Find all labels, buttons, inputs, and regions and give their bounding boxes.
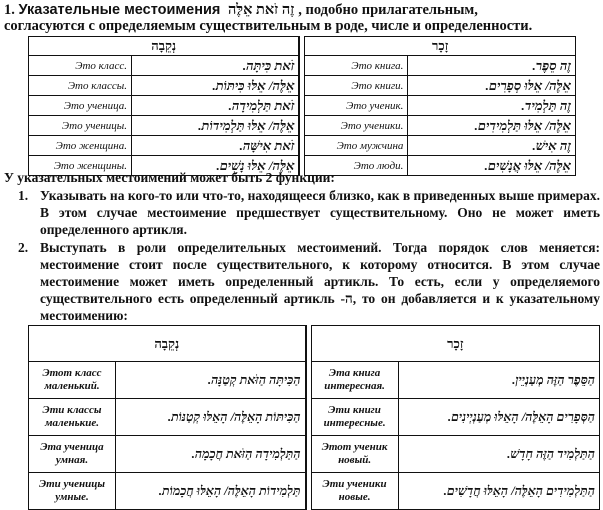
feminine-hebrew-cell: זֹאת תַּלְמִידָה.: [132, 96, 300, 116]
table-row: [29, 362, 600, 399]
masculine-hebrew-cell: הַסֵּפֶר הַזֶּה מְעַנְיֵין.: [398, 362, 599, 399]
list-item: [18, 187, 600, 238]
table-row: [29, 56, 576, 76]
feminine-russian-cell: Это ученицы.: [29, 116, 132, 136]
feminine-hebrew-cell: אֵלֶּה/ אֵלּוּ תַּלְמִידוֹת.: [132, 116, 300, 136]
masculine-hebrew-cell: הַתַּלְמִיד הַזֶּה חָדָשׁ.: [398, 436, 599, 473]
table2-feminine-header: נְקֵבָה: [29, 326, 306, 362]
heading-title: Указательные местоимения: [18, 2, 221, 18]
masculine-hebrew-cell: זֶה אִישׁ.: [408, 136, 576, 156]
masculine-russian-cell: Эти книги интересные.: [311, 399, 398, 436]
masculine-hebrew-cell: זֶה תַּלְמִיד.: [408, 96, 576, 116]
feminine-russian-cell: Эти классы маленькие.: [29, 399, 116, 436]
masculine-russian-cell: Эта книга интересная.: [311, 362, 398, 399]
list-item-number: 1.: [18, 188, 29, 203]
list-item-text: Указывать на кого-то или что-то, находящееся близко, как в приведенных выше примерах. В этом случае местоимение предшествует существительному. Оно не может иметь определенного артикля.: [40, 188, 600, 237]
feminine-hebrew-cell: אֵלֶּה/ אֵלּוּ נָשִׁים.: [132, 156, 300, 176]
masculine-russian-cell: Это люди.: [305, 156, 408, 176]
masculine-russian-cell: Эти ученики новые.: [311, 473, 398, 510]
feminine-russian-cell: Эти ученицы умные.: [29, 473, 116, 510]
table-row: [29, 96, 576, 116]
feminine-russian-cell: Это женщины.: [29, 156, 132, 176]
feminine-russian-cell: Этот класс маленький.: [29, 362, 116, 399]
masculine-hebrew-cell: אֵלֶּה/ אֵלּוּ סְפָרִים.: [408, 76, 576, 96]
masculine-hebrew-cell: זֶה סֵפֶר.: [408, 56, 576, 76]
table-row: [29, 136, 576, 156]
masculine-hebrew-cell: אֵלֶּה/ אֵלּוּ אֲנָשִׁים.: [408, 156, 576, 176]
feminine-hebrew-cell: אֵלֶּה/ אֵלּוּ כִּיתּוֹת.: [132, 76, 300, 96]
masculine-hebrew-cell: הַסְּפָרִים הָאֵלֶּה/ הָאֵלּוּ מְעַנְיְינִים.: [398, 399, 599, 436]
feminine-hebrew-cell: הַכִּיתּוֹת הָאֵלֶּה/ הָאֵלּוּ קְטַנּוֹת.: [116, 399, 306, 436]
table-row: [29, 76, 576, 96]
heading-rest: , подобно прилагательным,: [298, 2, 478, 18]
masculine-hebrew-cell: אֵלֶּה/ אֵלּוּ תַּלְמִידִים.: [408, 116, 576, 136]
list-item: [18, 239, 600, 324]
feminine-hebrew-cell: הַכִּיתָּה הַזֹּאת קְטַנָּה.: [116, 362, 306, 399]
feminine-hebrew-cell: זֹאת כִּיתָּה.: [132, 56, 300, 76]
heading-hebrew-forms: זֶה זֹאת אֵלֶּה: [227, 2, 295, 18]
table1-feminine-header: נְקֵבָה: [29, 37, 300, 56]
feminine-russian-cell: Это женщина.: [29, 136, 132, 156]
section-title: У указательных местоимений может быть 2 функции:: [4, 170, 335, 185]
table2-masculine-header: זָכָר: [311, 326, 599, 362]
masculine-russian-cell: Этот ученик новый.: [311, 436, 398, 473]
feminine-russian-cell: Это классы.: [29, 76, 132, 96]
masculine-russian-cell: Это книги.: [305, 76, 408, 96]
feminine-russian-cell: Это класс.: [29, 56, 132, 76]
list-item-number: 2.: [18, 240, 29, 255]
heading-line-1: [4, 2, 478, 19]
table-row: [29, 473, 600, 510]
list-item-text: Выступать в роли определительных местоимений. Тогда порядок слов меняется: местоимение стоит после существительного, к которому относится. В этом случае местоимение может иметь определенный артикль. То есть, если у определяемого существительного есть определенный артикль -ה, то он добавляется и к указательному местоимению:: [40, 240, 600, 323]
heading-number: 1.: [4, 2, 15, 18]
feminine-hebrew-cell: תַּלְמִידוֹת הָאֵלֶּה/ הָאֵלּוּ חֲכָמוֹת.: [116, 473, 306, 510]
feminine-russian-cell: Эта ученица умная.: [29, 436, 116, 473]
masculine-russian-cell: Это ученик.: [305, 96, 408, 116]
pronoun-table: [28, 36, 576, 176]
table1-masculine-header: זָכָר: [305, 37, 576, 56]
table-row: [29, 436, 600, 473]
masculine-russian-cell: Это мужчина: [305, 136, 408, 156]
attributive-table: [28, 325, 600, 510]
table-row: [29, 116, 576, 136]
feminine-russian-cell: Это ученица.: [29, 96, 132, 116]
heading-line-2: согласуются с определяемым существительным в роде, числе и определенности.: [4, 18, 533, 34]
feminine-hebrew-cell: הַתַּלְמִידָה הַזֹּאת חֲכָמָה.: [116, 436, 306, 473]
feminine-hebrew-cell: זֹאת אִישָּׁה.: [132, 136, 300, 156]
masculine-russian-cell: Это ученики.: [305, 116, 408, 136]
masculine-hebrew-cell: הַתַּלְמִידִים הָאֵלֶּה/ הָאֵלּוּ חֲדָשִׁים.: [398, 473, 599, 510]
table-row: [29, 399, 600, 436]
masculine-russian-cell: Это книга.: [305, 56, 408, 76]
